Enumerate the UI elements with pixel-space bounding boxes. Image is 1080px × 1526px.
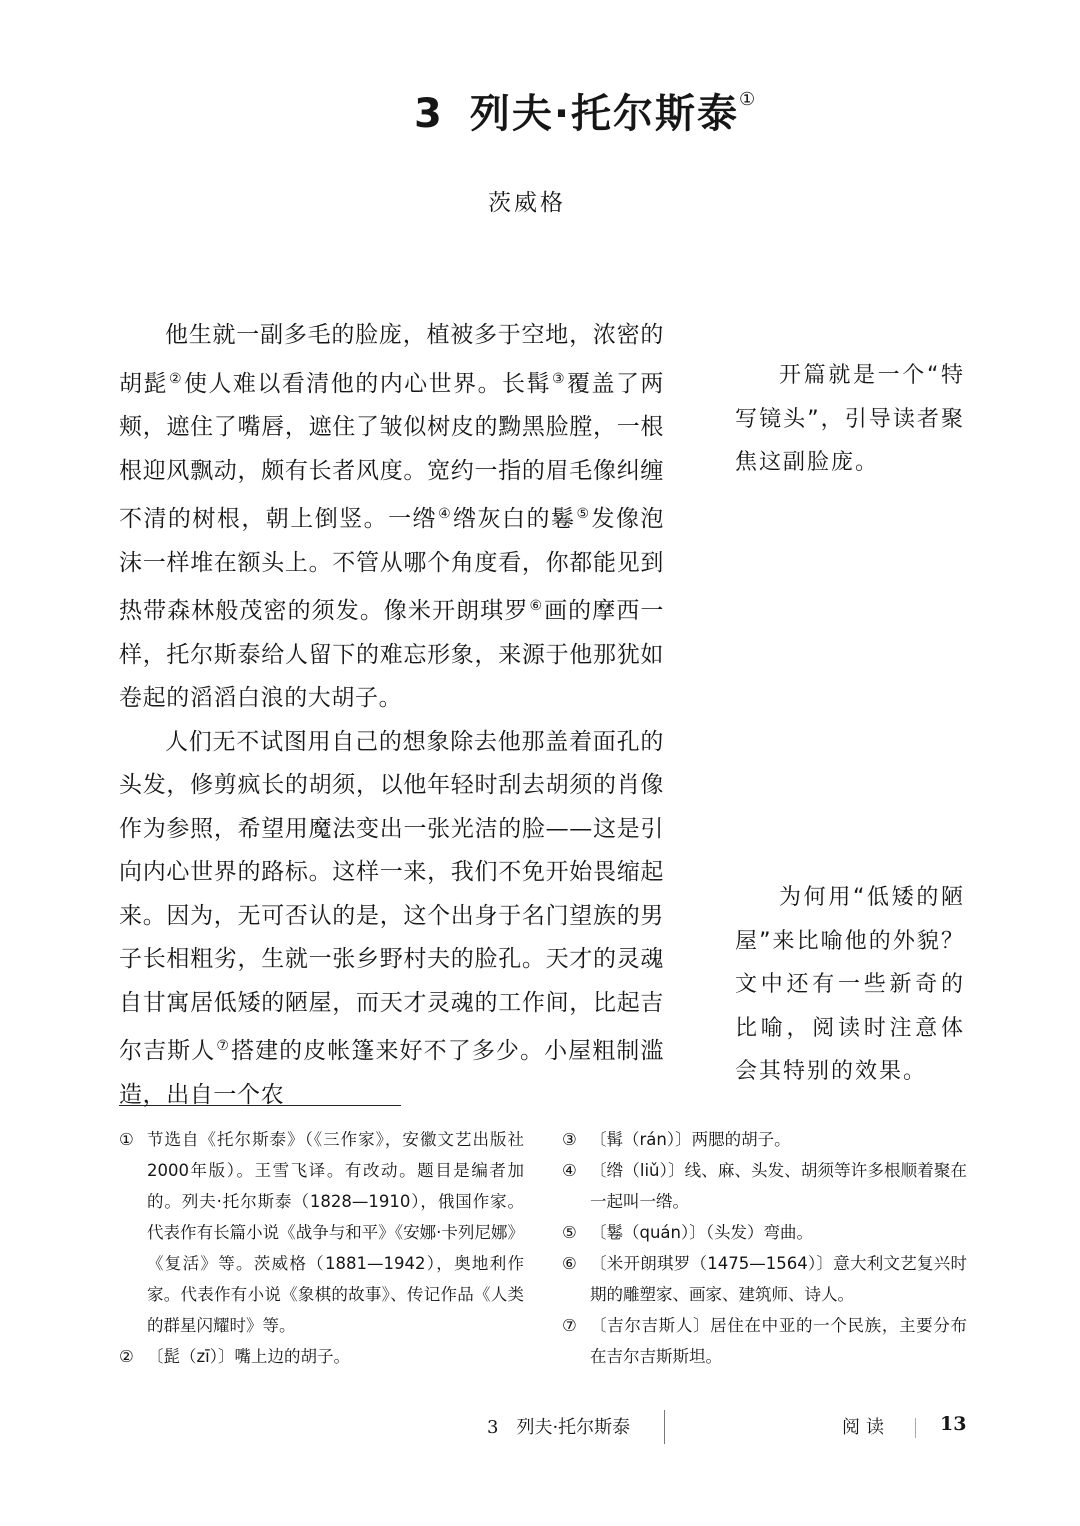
lesson-number: 3 bbox=[414, 91, 444, 137]
footnote-ref-5[interactable]: ⑤ bbox=[576, 506, 591, 522]
footnotes-right-column bbox=[562, 1124, 967, 1372]
footer-divider bbox=[664, 1410, 665, 1444]
footnote-7: ⑦ 〔吉尔吉斯人〕居住在中亚的一个民族，主要分布在吉尔吉斯斯坦。 bbox=[562, 1316, 967, 1366]
footnote-4: ④ 〔绺（liǔ）〕线、麻、头发、胡须等许多根顺着聚在一起叫一绺。 bbox=[562, 1161, 967, 1211]
title-footnote-marker[interactable]: ① bbox=[739, 89, 758, 110]
footnote-5: ⑤ 〔鬈（quán）〕（头发）弯曲。 bbox=[562, 1223, 813, 1242]
footer-divider-small bbox=[915, 1418, 916, 1438]
footnote-ref-4[interactable]: ④ bbox=[438, 506, 453, 522]
side-note-2: 为何用“低矮的陋屋”来比喻他的外貌？文中还有一些新奇的比喻，阅读时注意体会其特别的效果。 bbox=[735, 885, 965, 1084]
footnote-ref-3[interactable]: ③ bbox=[551, 370, 567, 387]
author-name: 茨威格 bbox=[488, 190, 566, 216]
paragraph-1: 他生就一副多毛的脸庞，植被多于空地，浓密的胡髭②使人难以看清他的内心世界。长髯③覆盖了两颊，遮住了嘴唇，遮住了皱似树皮的黝黑脸膛，一根根迎风飘动，颇有长者风度。宽约一指的眉毛像纠缠不清的树根，朝上倒竖。一绺④绺灰白的鬈⑤发像泡沫一样堆在额头上。不管从哪个角度看，你都能见到热带森林般茂密的须发。像米开朗琪罗⑥画的摩西一样，托尔斯泰给人留下的难忘形象，来源于他那犹如卷起的滔滔白浪的大胡子。 bbox=[119, 322, 665, 711]
footnote-2: ② 〔髭（zī）〕嘴上边的胡子。 bbox=[119, 1347, 350, 1366]
page-number: 13 bbox=[940, 1413, 967, 1435]
side-note-1: 开篇就是一个“特写镜头”，引导读者聚焦这副脸庞。 bbox=[735, 363, 965, 475]
footnote-divider bbox=[119, 1105, 401, 1106]
footer-lesson-title: 3 列夫·托尔斯泰 bbox=[487, 1417, 631, 1438]
footer-section-label: 阅读 bbox=[842, 1417, 890, 1438]
footnote-ref-7[interactable]: ⑦ bbox=[216, 1038, 230, 1054]
paragraph-2: 人们无不试图用自己的想象除去他那盖着面孔的头发，修剪疯长的胡须，以他年轻时刮去胡须的肖像作为参照，希望用魔法变出一张光洁的脸——这是引向内心世界的路标。这样一来，我们不免开始畏缩起来。因为，无可否认的是，这个出身于名门望族的男子长相粗劣，生就一张乡野村夫的脸孔。天才的灵魂自甘寓居低矮的陋屋，而天才灵魂的工作间，比起吉尔吉斯人⑦搭建的皮帐篷来好不了多少。小屋粗制滥造，出自一个农 bbox=[119, 728, 664, 1108]
lesson-title bbox=[414, 82, 757, 139]
footnote-3: ③ 〔髯（rán）〕两腮的胡子。 bbox=[562, 1130, 791, 1149]
main-text bbox=[119, 314, 664, 1117]
lesson-title-text: 列夫·托尔斯泰 bbox=[469, 91, 740, 137]
footnote-1: ① 节选自《托尔斯泰》（《三作家》，安徽文艺出版社2000年版）。王雪飞译。有改动。题目是编者加的。列夫·托尔斯泰（1828—1910），俄国作家。代表作有长篇小说《战争与和平》《安娜·卡列尼娜》《复活》等。茨威格（1881—1942），奥地利作家。代表作有小说《象棋的故事》、传记作品《人类的群星闪耀时》等。 bbox=[119, 1130, 524, 1335]
footnotes-left-column bbox=[119, 1124, 524, 1372]
footnote-6: ⑥ 〔米开朗琪罗（1475—1564）〕意大利文艺复兴时期的雕塑家、画家、建筑师、诗人。 bbox=[562, 1254, 967, 1304]
footnote-ref-6[interactable]: ⑥ bbox=[529, 598, 544, 614]
footnote-ref-2[interactable]: ② bbox=[168, 370, 183, 387]
